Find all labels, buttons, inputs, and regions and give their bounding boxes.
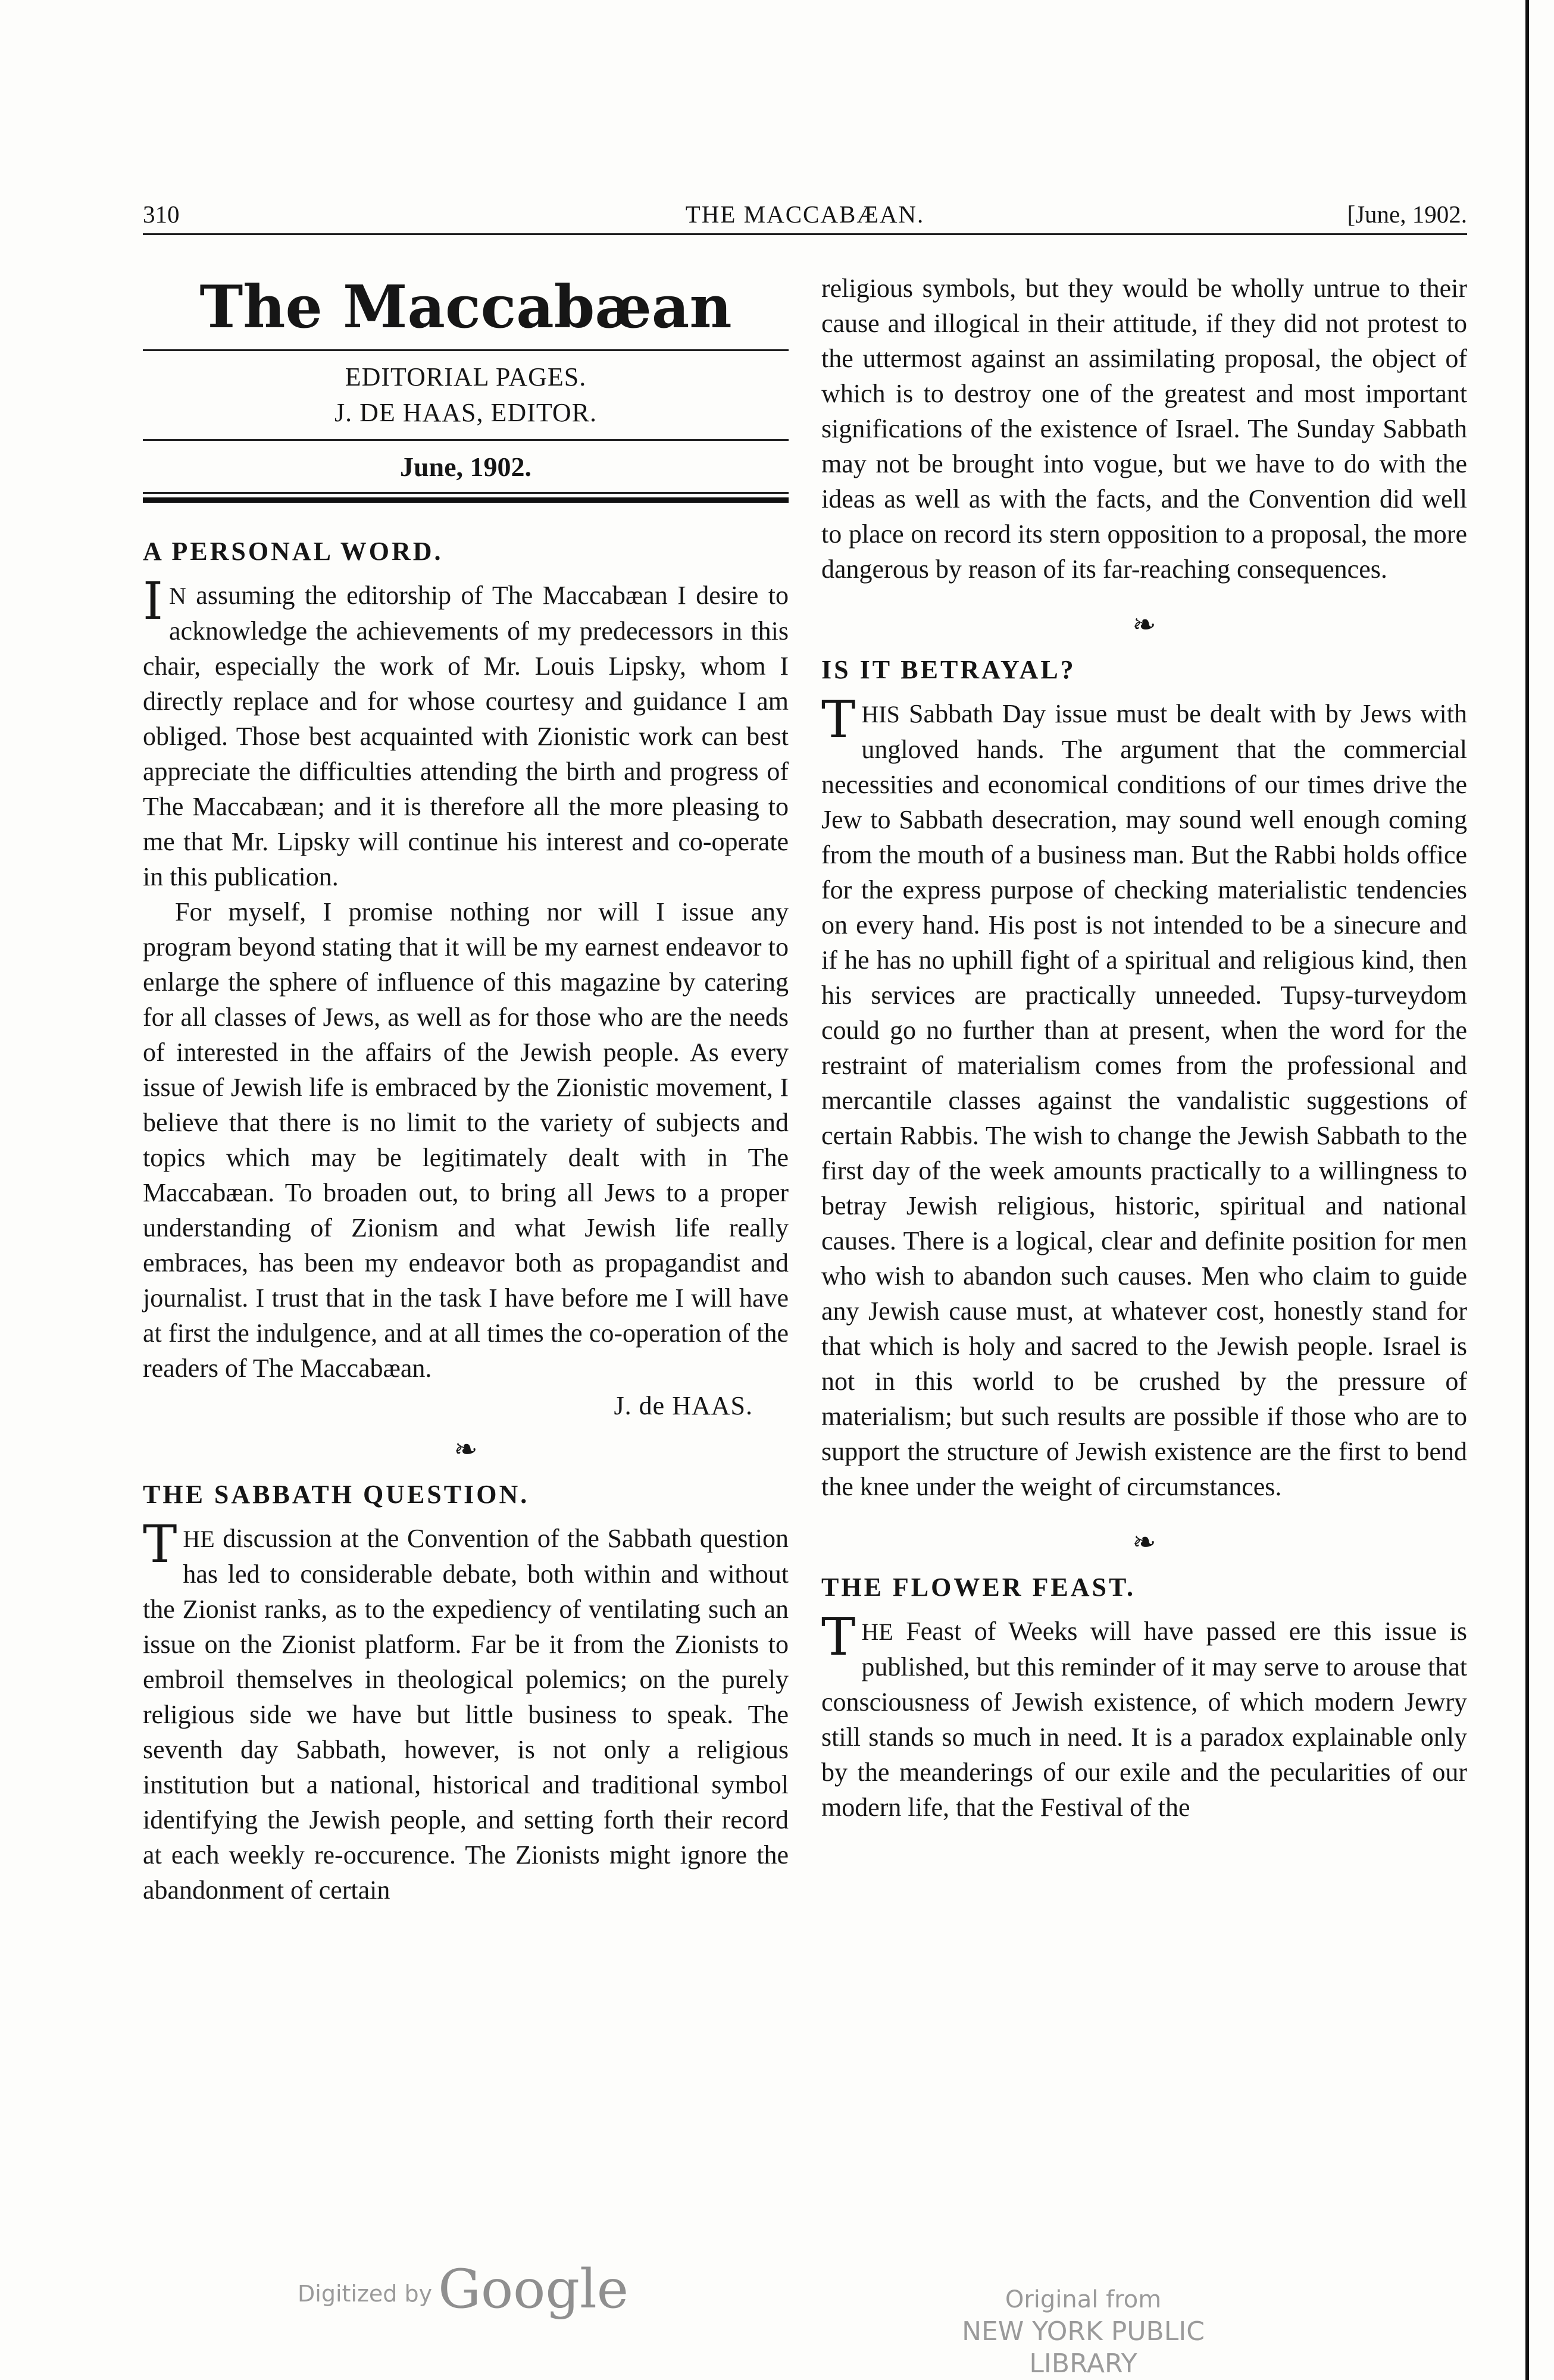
digitized-watermark [298,2258,629,2320]
drop-cap: I [143,572,163,631]
page-number: 310 [143,201,180,228]
ornament-icon: ❧ [454,1434,478,1465]
drop-cap: T [143,1515,177,1574]
running-date: [June, 1902. [1347,201,1467,228]
library-watermark [905,2284,1262,2380]
google-logo: Google [438,2258,629,2320]
paragraph: I N assuming the editorship of The Maccabæan I desire to acknowledge the achievements of my predecessors in this chair, especially the work of Mr. Louis Lipsky, whom I directly replace and for whose courtesy and guidance I am obliged. Those best acquainted with Zionistic work can best appreciate the difficulties attending the birth and progress of The Maccabæan; and it is therefore all the more pleasing to me that Mr. Lipsky will continue his interest and co-operate in this publication. [143,572,789,891]
ornament-icon: ❧ [1132,1527,1156,1558]
ornament-icon: ❧ [1132,609,1156,641]
section-title-betrayal: IS IT BETRAYAL? [821,655,1076,684]
editorial-pages-label: EDITORIAL PAGES. [345,362,587,392]
drop-cap: T [821,690,856,750]
header-rule [143,233,1467,235]
masthead-rule [143,492,789,494]
paragraph: THE Feast of Weeks will have passed ere this issue is published, but this reminder of it may serve to arouse that consciousness of Jewish existence, of which modern Jewry still stands so much in need. It is a paradox explainable only by the meanderings of our exile and the pecularities of our modern life, that the Festival of the [821,1608,1467,1822]
paragraph: THIS Sabbath Day issue must be dealt with by Jews with ungloved hands. The argument that the commercial necessities and economical conditions of our times drive the Jew to Sabbath desecration, may sound well enough coming from the mouth of a business man. But the Rabbi holds office for the express purpose of checking materialistic tendencies on every hand. His post is not intended to be a sinecure and if he has no uphill fight of a spiritual and religious kind, then his services are practically unneeded. Tupsy-turveydom could go no further than at present, when the word for the restraint of materialism comes from the professional and mercantile classes against the vandalistic suggestions of certain Rabbis. The wish to change the Jewish Sabbath to the first day of the week amounts practically to a willingness to betray Jewish religious, historic, spiritual and national causes. There is a logical, clear and definite position for men who wish to abandon such causes. Men who claim to guide any Jewish cause must, at whatever cost, honestly stand for that which is holy and sacred to the Jewish people. Israel is not in this world to be crushed by the pressure of materialism; but such results are possible if those who are to support the structure of Jewish existence are the first to bend the knee under the weight of circumstances. [821,690,1467,1501]
page-edge-bar [1525,0,1529,2380]
paragraph: For myself, I promise nothing nor will I issue any program beyond stating that it will be my earnest endeavor to enlarge the sphere of influence of this magazine by catering for all classes of Jews, as well as for those who are the needs of interested in the affairs of the Jewish people. As every issue of Jewish life is embraced by the Zionistic movement, I believe that there is no limit to the variety of subjects and topics which may be legitimately dealt with in The Maccabæan. To broaden out, to bring all Jews to a proper understanding of Zionism and what Jewish life really embraces, has been my endeavor both as propagandist and journalist. I trust that in the task I have before me I will have at first the indulgence, and at all times the co-operation of the readers of The Maccabæan. [143,897,789,1383]
masthead-rule [143,349,789,351]
masthead-thick-rule [143,497,789,503]
digitized-label: Digitized by [298,2281,433,2307]
paragraph: religious symbols, but they would be wholly untrue to their cause and illogical in their attitude, if they did not protest to the uttermost against an assimilating proposal, the object of which is to destroy one of the greatest and most important significations of the existence of Israel. The Sunday Sabbath may not be brought into vogue, but we have to do with the ideas as well as with the facts, and the Convention did well to place on record its stern opposition to a proposal, the more dangerous by reason of its far-reaching consequences. [821,274,1467,584]
drop-cap: T [821,1608,856,1667]
editor-line: J. DE HAAS, EDITOR. [334,398,598,427]
running-head [143,196,1467,236]
section-title-personal-word: A PERSONAL WORD. [143,537,443,566]
left-column [143,271,789,1908]
masthead-rule [143,439,789,441]
library-name: NEW YORK PUBLIC LIBRARY [962,2316,1205,2379]
running-title: THE MACCABÆAN. [685,201,925,228]
masthead-date: June, 1902. [399,452,532,482]
signature: J. de HAAS. [614,1391,753,1420]
paragraph: THE discussion at the Convention of the Sabbath question has led to considerable debate, both within and without the Zionist ranks, as to the expediency of ventilating such an issue on the Zionist platform. Far be it from the Zionists to embroil themselves in theological polemics; on the purely religious side we have but little business to speak. The seventh day Sabbath, however, is not only a religious institution but a national, historical and traditional symbol identifying the Jewish people, and setting forth their record at each weekly re-occurence. The Zionists might ignore the abandonment of certain [143,1515,789,1905]
original-from-label: Original from [1005,2286,1162,2313]
right-column [821,271,1467,1825]
section-title-flower-feast: THE FLOWER FEAST. [821,1573,1136,1602]
section-title-sabbath-question: THE SABBATH QUESTION. [143,1480,530,1509]
masthead-title: The Maccabæan [199,273,732,342]
masthead [143,271,789,503]
